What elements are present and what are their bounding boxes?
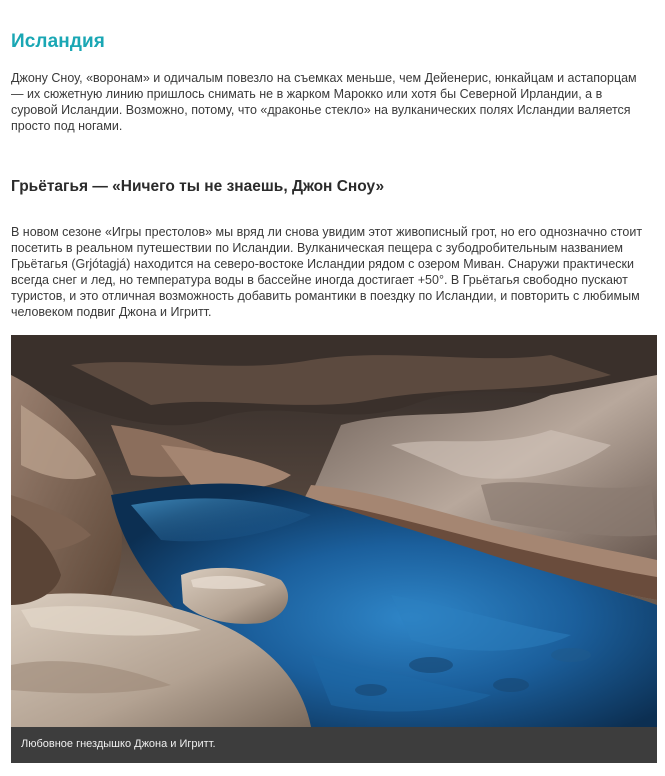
cave-photo — [11, 335, 657, 727]
location-title: Грьётагья — «Ничего ты не знаешь, Джон Сноу» — [11, 178, 385, 195]
cave-photo-illustration — [11, 335, 657, 727]
location-paragraph: В новом сезоне «Игры престолов» мы вряд ли снова увидим этот живописный грот, но его однозначно стоит посетить в реальном путешествии по Исландии. Вулканическая пещера с зубодробительным названием Грьётагья (Grjótagjá) находится на северо-востоке Исландии рядом с озером Миван. Снаружи практически всегда снег и лед, но температура воды в бассейне иногда достигает +50°. В Грьётагья свободно пускают туристов, и это отличная возможность добавить романтики в поездку по Исландии, и повторить с любимым человеком подвиг Джона и Игритт. — [11, 225, 643, 319]
intro-paragraph: Джону Сноу, «воронам» и одичалым повезло на съемках меньше, чем Дейенерис, юнкайцам и астапорцам — их сюжетную линию пришлось снимать не в жарком Марокко или хотя бы Северной Ирландии, а в суровой Исландии. Возможно, потому, что «драконье стекло» на вулканических полях Исландии валяется просто под ногами. — [11, 71, 637, 133]
photo-caption: Любовное гнездышко Джона и Игритт. — [21, 738, 216, 750]
photo-caption-bar — [11, 727, 657, 763]
section-title: Исландия — [11, 31, 105, 52]
